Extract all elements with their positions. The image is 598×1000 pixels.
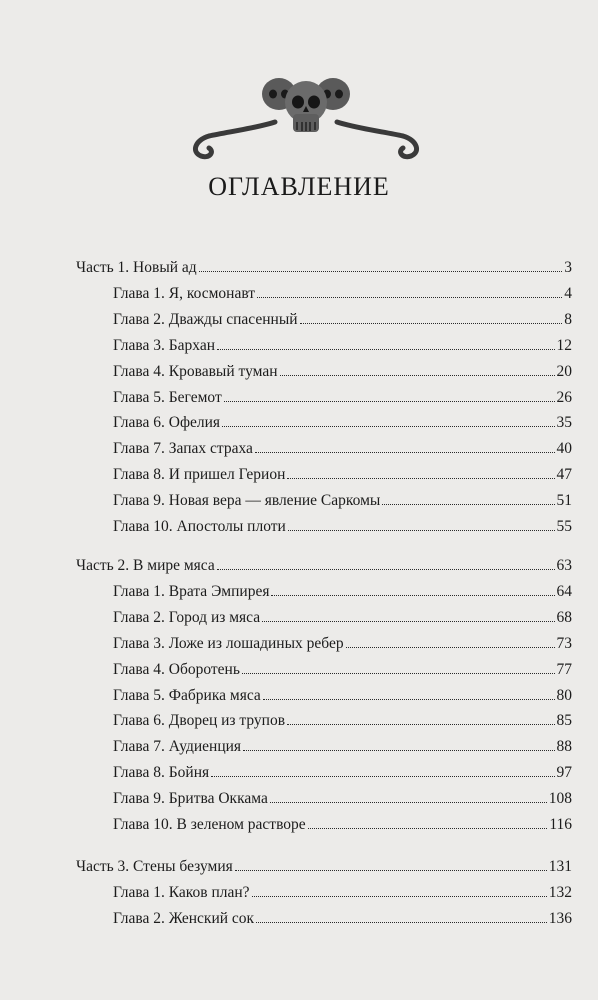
toc-chapter-entry	[113, 517, 572, 537]
toc-chapter-entry-page-number: 20	[556, 362, 572, 380]
toc-chapter-entry-page-number: 73	[556, 634, 572, 652]
toc-chapter-entry-page-number: 97	[556, 764, 572, 782]
toc-part-entry-page-number: 131	[548, 858, 572, 875]
dot-leader	[257, 296, 562, 298]
toc-chapter-entry-label: Глава 9. Бритва Оккама	[113, 790, 268, 808]
toc-chapter-entry	[113, 686, 572, 706]
toc-chapter-entry	[113, 883, 572, 903]
toc-chapter-entry-page-number: 8	[564, 310, 572, 328]
dot-leader	[263, 698, 555, 700]
dot-leader	[280, 374, 555, 376]
toc-chapter-entry-page-number: 77	[556, 660, 572, 678]
toc-chapter-entry-label: Глава 8. И пришел Герион	[113, 466, 286, 484]
toc-chapter-entry-label: Глава 3. Ложе из лошадиных ребер	[113, 634, 344, 652]
toc-chapter-entry	[113, 336, 572, 356]
toc-chapter-entry-page-number: 68	[556, 608, 572, 626]
toc-chapter-entry-page-number: 35	[556, 414, 572, 432]
toc-chapter-entry	[113, 634, 572, 654]
toc-chapter-entry-label: Глава 2. Дважды спасенный	[113, 310, 298, 328]
toc-chapter-entry	[113, 491, 572, 511]
toc-chapter-entry-page-number: 116	[549, 816, 572, 833]
toc-chapter-entry	[113, 582, 572, 602]
toc-chapter-entry	[113, 608, 572, 628]
toc-chapter-entry-label: Глава 7. Запах страха	[113, 440, 253, 458]
toc-chapter-entry-label: Глава 6. Офелия	[113, 414, 221, 432]
toc-chapter-entry	[113, 763, 572, 783]
toc-chapter-entry-page-number: 4	[564, 284, 572, 302]
dot-leader	[217, 348, 554, 350]
skull-ornament-icon	[187, 70, 425, 160]
dot-leader	[255, 451, 555, 453]
dot-leader	[287, 477, 554, 479]
dot-leader	[211, 775, 554, 777]
dot-leader	[243, 749, 554, 751]
dot-leader	[270, 801, 547, 803]
toc-chapter-entry-label: Глава 10. В зеленом растворе	[113, 816, 306, 833]
toc-chapter-entry	[113, 310, 572, 330]
toc-part-entry	[76, 857, 572, 877]
dot-leader	[346, 646, 555, 648]
toc-chapter-entry-label: Глава 8. Бойня	[113, 764, 210, 782]
toc-chapter-entry-page-number: 51	[556, 492, 572, 510]
dot-leader	[242, 672, 555, 674]
toc-chapter-entry-page-number: 26	[556, 388, 572, 406]
toc-chapter-entry	[113, 413, 572, 433]
dot-leader	[199, 270, 563, 272]
toc-chapter-entry	[113, 737, 572, 757]
dot-leader	[262, 620, 554, 622]
toc-chapter-entry-label: Глава 9. Новая вера — явление Саркомы	[113, 492, 381, 510]
toc-chapter-entry-label: Глава 7. Аудиенция	[113, 738, 242, 756]
toc-chapter-entry-label: Глава 10. Апостолы плоти	[113, 518, 286, 535]
dot-leader	[256, 921, 547, 923]
toc-chapter-entry-page-number: 47	[556, 466, 572, 484]
toc-chapter-entry	[113, 909, 572, 929]
toc-part-entry-label: Часть 1. Новый ад	[76, 259, 197, 276]
toc-chapter-entry	[113, 284, 572, 304]
toc-chapter-entry	[113, 465, 572, 485]
toc-chapter-entry-label: Глава 1. Каков план?	[113, 883, 250, 901]
toc-chapter-entry-page-number: 12	[556, 336, 572, 354]
dot-leader	[288, 529, 555, 531]
toc-chapter-entry-page-number: 108	[548, 790, 572, 808]
dot-leader	[222, 425, 554, 427]
toc-chapter-entry-page-number: 85	[556, 712, 572, 730]
toc-chapter-entry	[113, 388, 572, 408]
page-title: ОГЛАВЛЕНИЕ	[208, 172, 390, 201]
toc-chapter-entry-page-number: 55	[556, 518, 572, 535]
toc-part-entry	[76, 258, 572, 278]
toc-chapter-entry-label: Глава 5. Бегемот	[113, 388, 222, 406]
toc-chapter-entry-page-number: 132	[548, 883, 572, 901]
toc-part-entry	[76, 556, 572, 576]
toc-chapter-entry-label: Глава 1. Врата Эмпирея	[113, 582, 270, 600]
toc-chapter-entry	[113, 789, 572, 809]
toc-part-entry-page-number: 3	[564, 259, 572, 276]
dot-leader	[287, 723, 554, 725]
toc-chapter-entry-label: Глава 3. Бархан	[113, 336, 216, 354]
dot-leader	[252, 895, 547, 897]
toc-chapter-entry-page-number: 64	[556, 582, 572, 600]
toc-chapter-entry	[113, 439, 572, 459]
toc-part-entry-page-number: 63	[556, 557, 572, 574]
toc-chapter-entry-label: Глава 5. Фабрика мяса	[113, 686, 261, 704]
toc-chapter-entry-label: Глава 4. Оборотень	[113, 660, 240, 678]
toc-chapter-entry-page-number: 88	[556, 738, 572, 756]
toc-part-entry-label: Часть 2. В мире мяса	[76, 557, 215, 574]
toc-chapter-entry	[113, 660, 572, 680]
dot-leader	[271, 594, 554, 596]
toc-chapter-entry	[113, 362, 572, 382]
toc-part-entry-label: Часть 3. Стены безумия	[76, 858, 233, 875]
toc-chapter-entry-label: Глава 2. Город из мяса	[113, 608, 261, 626]
dot-leader	[308, 827, 548, 829]
dot-leader	[300, 322, 563, 324]
dot-leader	[217, 568, 555, 570]
dot-leader	[235, 869, 547, 871]
toc-chapter-entry-page-number: 40	[556, 440, 572, 458]
toc-chapter-entry-page-number: 136	[548, 909, 572, 927]
toc-chapter-entry-label: Глава 6. Дворец из трупов	[113, 712, 286, 730]
toc-chapter-entry-page-number: 80	[556, 686, 572, 704]
dot-leader	[224, 400, 555, 402]
dot-leader	[382, 503, 554, 505]
toc-chapter-entry-label: Глава 4. Кровавый туман	[113, 362, 278, 380]
toc-chapter-entry	[113, 815, 572, 835]
toc-chapter-entry-label: Глава 2. Женский сок	[113, 909, 255, 927]
toc-chapter-entry	[113, 711, 572, 731]
toc-chapter-entry-label: Глава 1. Я, космонавт	[113, 284, 256, 302]
